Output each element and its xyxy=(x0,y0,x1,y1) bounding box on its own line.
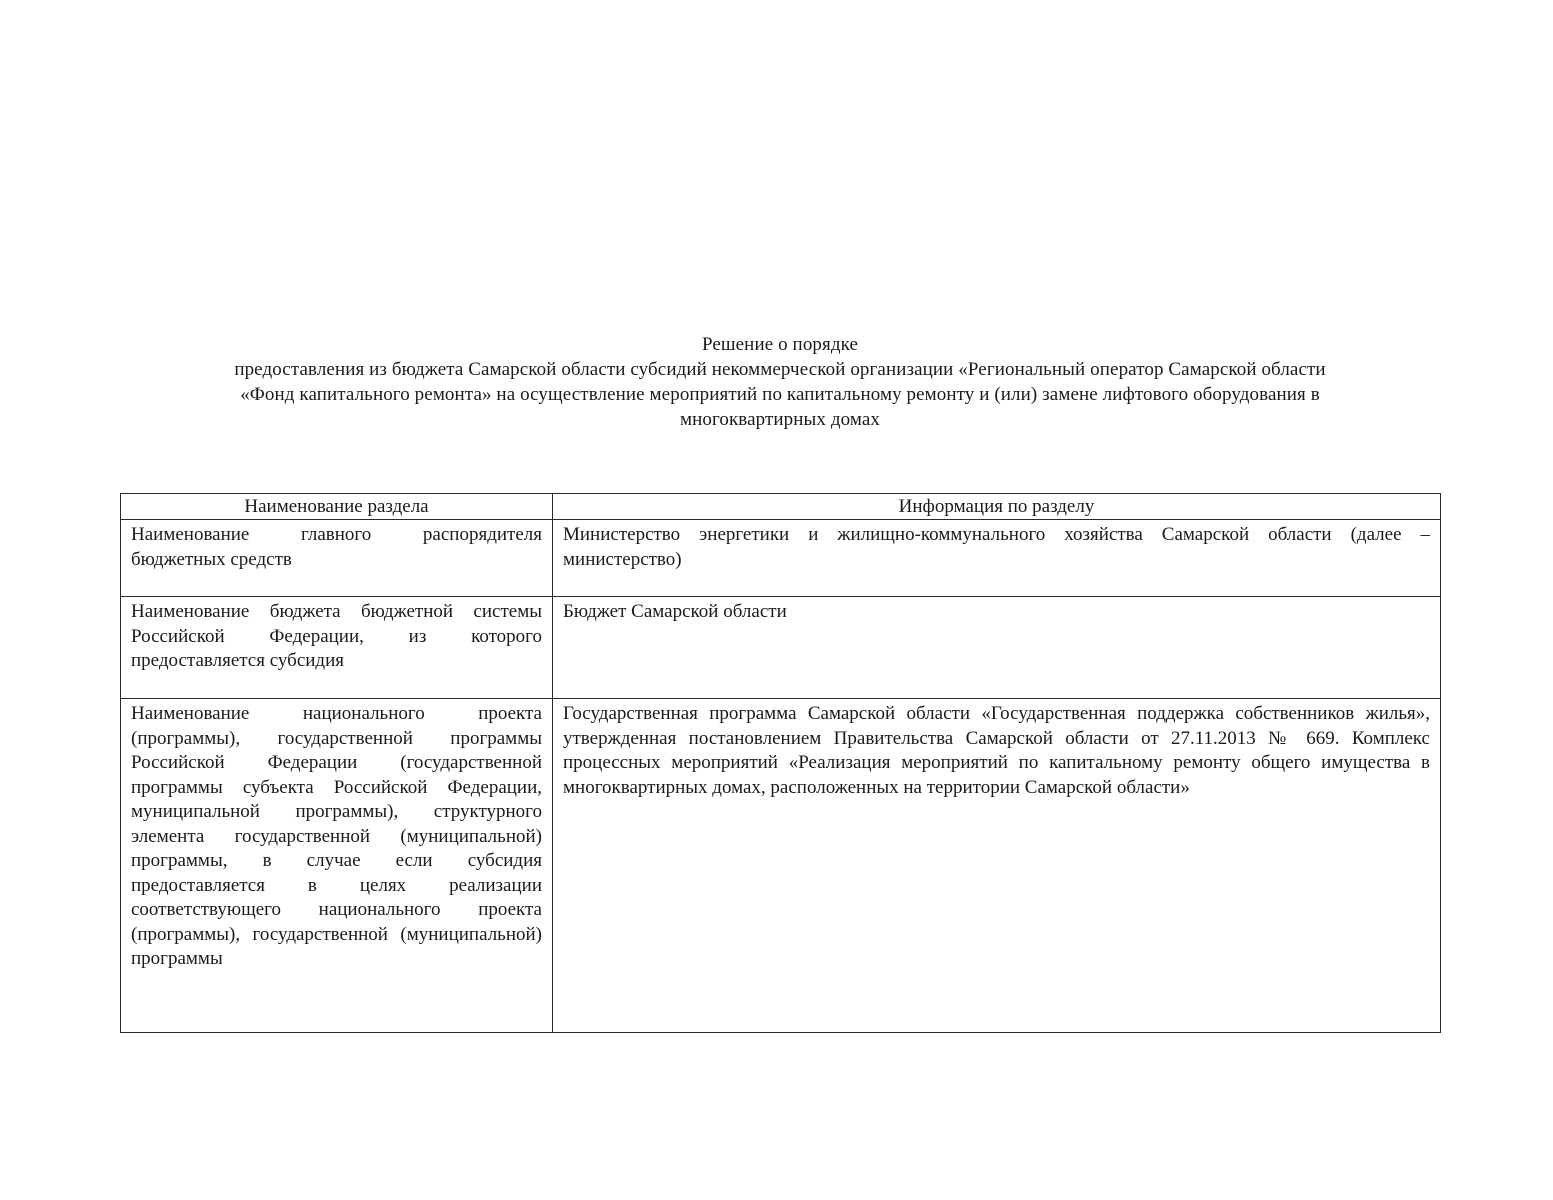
header-section-info: Информация по разделу xyxy=(553,494,1441,520)
cell-section-info: Государственная программа Самарской области «Государственная поддержка собственников жилья», утвержденная постановлением Правительства Самарской области от 27.11.2013 № 669. Комплекс процессных мероприятий «Реализация мероприятий по капитальному ремонту общего имущества в многоквартирных домах, расположенных на территории Самарской области» xyxy=(553,699,1441,1033)
table-row xyxy=(121,597,1441,699)
cell-section-name: Наименование главного распорядителя бюджетных средств xyxy=(121,520,553,597)
info-table xyxy=(120,493,1441,1033)
cell-section-name: Наименование национального проекта (программы), государственной программы Российской Федерации (государственной программы субъекта Российской Федерации, муниципальной программы), структурного элемента государственной (муниципальной) программы, в случае если субсидия предоставляется в целях реализации соответствующего национального проекта (программы), государственной (муниципальной) программы xyxy=(121,699,553,1033)
header-section-name: Наименование раздела xyxy=(121,494,553,520)
title-line-3: «Фонд капитального ремонта» на осуществление мероприятий по капитальному ремонту и (или) замене лифтового оборудования в xyxy=(240,384,1320,405)
title-line-4: многоквартирных домах xyxy=(679,409,881,430)
table-row xyxy=(121,520,1441,597)
title-line-2: предоставления из бюджета Самарской области субсидий некоммерческой организации «Региональный оператор Самарской области xyxy=(234,359,1326,380)
cell-section-info: Министерство энергетики и жилищно-коммунального хозяйства Самарской области (далее – министерство) xyxy=(553,520,1441,597)
table-header-row xyxy=(121,494,1441,520)
cell-section-name: Наименование бюджета бюджетной системы Российской Федерации, из которого предоставляется субсидия xyxy=(121,597,553,699)
cell-section-info: Бюджет Самарской области xyxy=(553,597,1441,699)
table-row xyxy=(121,699,1441,1033)
document-title xyxy=(120,332,1440,432)
title-line-1: Решение о порядке xyxy=(701,334,859,355)
